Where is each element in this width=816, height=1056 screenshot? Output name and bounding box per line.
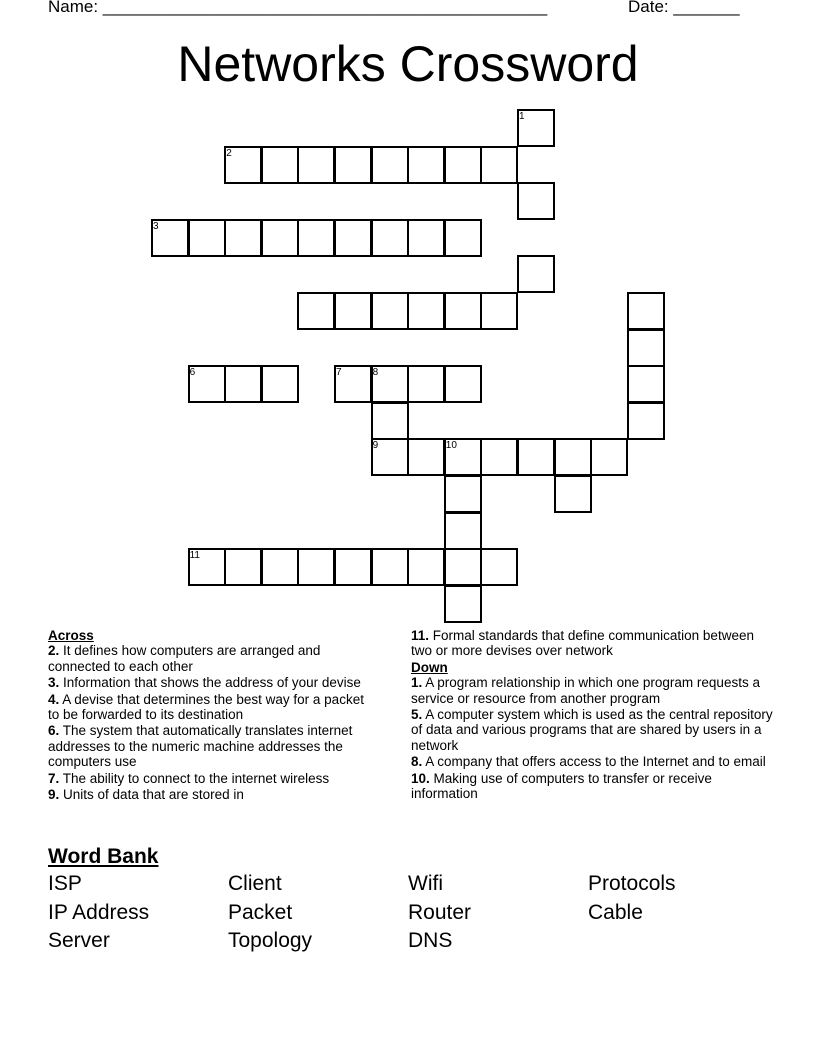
crossword-cell[interactable] [334, 365, 372, 403]
word-bank-item: DNS [408, 929, 453, 952]
crossword-cell[interactable] [554, 475, 592, 513]
crossword-cell[interactable] [297, 219, 335, 257]
crossword-cell[interactable] [371, 438, 409, 476]
cell-number: 10 [445, 440, 457, 452]
crossword-cell[interactable] [444, 438, 482, 476]
crossword-cell[interactable] [407, 292, 445, 330]
word-bank-item: Protocols [588, 872, 676, 895]
date-field[interactable]: Date: _______ [628, 0, 740, 16]
crossword-cell[interactable] [627, 365, 665, 403]
word-bank-item: Router [408, 900, 472, 924]
crossword-cell[interactable] [444, 512, 482, 550]
clue-across-11: 11. Formal standards that define communication between two or more devises over network [411, 628, 754, 659]
crossword-cell[interactable] [151, 219, 189, 257]
crossword-cell[interactable] [261, 219, 299, 257]
crossword-cell[interactable] [444, 292, 482, 330]
crossword-cell[interactable] [261, 548, 299, 586]
crossword-cell[interactable] [517, 109, 555, 147]
word-bank-item: Packet [228, 900, 293, 924]
word-bank-item: Client [228, 872, 282, 895]
crossword-cell[interactable] [444, 548, 482, 586]
crossword-cell[interactable] [297, 292, 335, 330]
crossword-cell[interactable] [297, 548, 335, 586]
crossword-cell[interactable] [371, 548, 409, 586]
clues-right-column [411, 628, 776, 802]
crossword-cell[interactable] [627, 329, 665, 367]
crossword-cell[interactable] [590, 438, 628, 476]
clue-down-5: 5. A computer system which is used as the central repository of data and various programs that are shared by users in a network [411, 707, 773, 753]
crossword-cell[interactable] [297, 146, 335, 184]
crossword-cell[interactable] [444, 585, 482, 623]
clue-across-4: 4. A devise that determines the best way for a packet to be forwarded to its destination [48, 691, 364, 723]
crossword-cell[interactable] [371, 402, 409, 440]
crossword-cell[interactable] [224, 365, 262, 403]
word-bank-item: Wifi [408, 872, 443, 895]
crossword-cell[interactable] [444, 365, 482, 403]
clue-across-6: 6. The system that automatically translates internet addresses to the numeric machine addresses the computers use [48, 723, 353, 770]
crossword-cell[interactable] [188, 219, 226, 257]
crossword-cell[interactable] [480, 438, 518, 476]
clue-down-1: 1. A program relationship in which one program requests a service or resource from another program [411, 675, 760, 706]
cell-number: 9 [372, 440, 379, 452]
crossword-cell[interactable] [334, 292, 372, 330]
clues-left-column [48, 628, 378, 803]
crossword-cell[interactable] [627, 292, 665, 330]
crossword-cell[interactable] [371, 219, 409, 257]
crossword-cell[interactable] [224, 219, 262, 257]
word-bank-item: IP Address [48, 900, 150, 924]
crossword-cell[interactable] [407, 219, 445, 257]
crossword-cell[interactable] [261, 365, 299, 403]
crossword-cell[interactable] [407, 365, 445, 403]
crossword-cell[interactable] [188, 365, 226, 403]
crossword-cell[interactable] [334, 146, 372, 184]
crossword-cell[interactable] [480, 292, 518, 330]
crossword-cell[interactable] [188, 548, 226, 586]
cell-number: 8 [372, 367, 379, 379]
crossword-cell[interactable] [371, 365, 409, 403]
clue-down-8: 8. A company that offers access to the Internet and to email [411, 754, 766, 770]
word-bank-item: Topology [228, 929, 313, 952]
cell-number: 6 [189, 367, 196, 379]
across-heading: Across [48, 628, 94, 643]
crossword-cell[interactable] [444, 475, 482, 513]
crossword-cell[interactable] [334, 219, 372, 257]
crossword-cell[interactable] [480, 548, 518, 586]
clue-across-2: 2. It defines how computers are arranged and connected to each other [48, 643, 321, 674]
crossword-cell[interactable] [517, 182, 555, 220]
crossword-cell[interactable] [517, 438, 555, 476]
clue-across-7: 7. The ability to connect to the internet wireless [48, 770, 330, 786]
crossword-cell[interactable] [334, 548, 372, 586]
crossword-cell[interactable] [554, 438, 592, 476]
word-bank-title: Word Bank [48, 845, 159, 868]
crossword-cell[interactable] [224, 146, 262, 184]
word-bank-item: Cable [588, 900, 643, 924]
down-heading: Down [411, 659, 448, 675]
crossword-cell[interactable] [444, 219, 482, 257]
crossword-cell[interactable] [261, 146, 299, 184]
crossword-cell[interactable] [444, 146, 482, 184]
crossword-cell[interactable] [371, 146, 409, 184]
name-field[interactable]: Name: _______________________________________________ [48, 0, 548, 16]
crossword-cell[interactable] [517, 255, 555, 293]
clue-across-3: 3. Information that shows the address of your devise [48, 675, 361, 691]
crossword-cell[interactable] [224, 548, 262, 586]
crossword-cell[interactable] [480, 146, 518, 184]
crossword-cell[interactable] [407, 146, 445, 184]
crossword-cell[interactable] [627, 402, 665, 440]
cell-number: 1 [519, 111, 525, 122]
word-bank [48, 872, 768, 958]
cell-number: 11 [189, 550, 200, 562]
clue-across-9: 9. Units of data that are stored in [48, 787, 244, 803]
word-bank-item: Server [48, 929, 110, 952]
cell-number: 2 [226, 147, 232, 159]
page-title: Networks Crossword [177, 36, 639, 92]
word-bank-item: ISP [48, 872, 82, 895]
crossword-cell[interactable] [407, 548, 445, 586]
cell-number: 7 [336, 367, 342, 379]
crossword-cell[interactable] [407, 438, 445, 476]
cell-number: 3 [153, 220, 159, 232]
crossword-cell[interactable] [371, 292, 409, 330]
clue-down-10: 10. Making use of computers to transfer or receive information [411, 770, 712, 802]
